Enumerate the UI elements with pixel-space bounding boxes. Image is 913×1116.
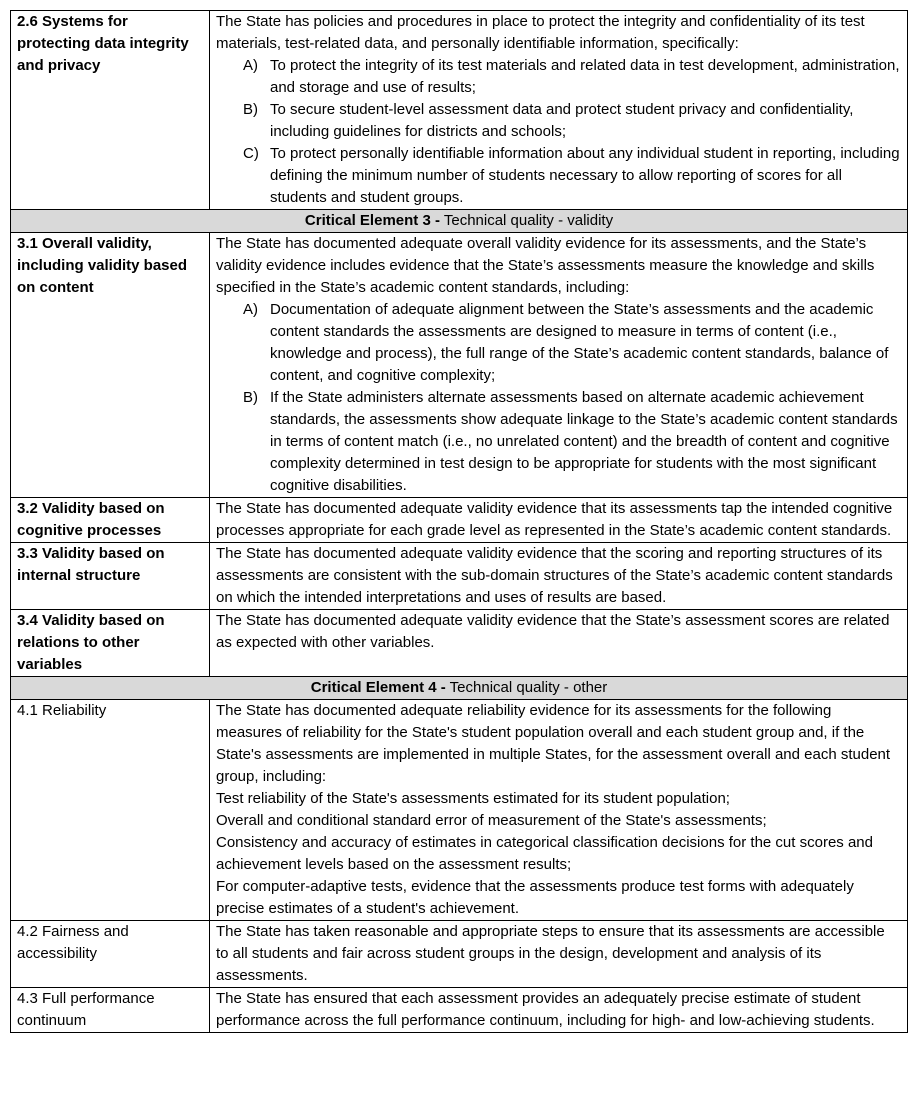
row-description-4-1 [210,700,908,921]
list-item-text: Documentation of adequate alignment between the State’s assessments and the academic content standards the assessments are designed to measure in terms of content (i.e., knowledge and process), the full range of the State’s academic content standards, balance of content, and cognitive complexity; [270,301,889,384]
section-header-row [11,677,908,700]
peer-review-table-page [10,10,908,1033]
list-item-text: If the State administers alternate assessments based on alternate academic achievement standards, the assessments show adequate linkage to the State’s academic content standards in terms of content match (i.e., no unrelated content) and the breadth of content and cognitive complexity determined in test design to be appropriate for students with the most significant cognitive disabilities. [270,389,898,494]
table-row [11,498,908,543]
reliability-measure: Consistency and accuracy of estimates in categorical classification decisions for the cut scores and achievement levels based on the assessment results; [216,834,873,873]
row-label-3-4: 3.4 Validity based on relations to other variables [11,610,210,677]
lettered-list [216,55,901,209]
table-row [11,543,908,610]
row-label-3-3: 3.3 Validity based on internal structure [11,543,210,610]
reliability-measure: Overall and conditional standard error of measurement of the State's assessments; [216,812,767,829]
reliability-measure: Test reliability of the State's assessments estimated for its student population; [216,790,730,807]
table-row [11,610,908,677]
row-label-3-1: 3.1 Overall validity, including validity based on content [11,233,210,498]
list-item [216,387,901,497]
list-marker: B) [243,389,258,406]
list-item-text: To protect personally identifiable information about any individual student in reporting, including defining the minimum number of students necessary to allow reporting of scores for all students and student groups. [270,145,900,206]
critical-elements-table [10,10,908,1033]
table-row [11,700,908,921]
critical-element-4-header [11,677,908,700]
row-description-4-2: The State has taken reasonable and appropriate steps to ensure that its assessments are accessible to all students and fair across student groups in the design, development and analysis of its assessments. [210,921,908,988]
row-label-4-1: 4.1 Reliability [11,700,210,921]
row-label-4-2: 4.2 Fairness and accessibility [11,921,210,988]
row-description-3-2: The State has documented adequate validity evidence that its assessments tap the intended cognitive processes appropriate for each grade level as represented in the State’s academic content standards. [210,498,908,543]
reliability-measure: For computer-adaptive tests, evidence that the assessments produce test forms with adequately precise estimates of a student's achievement. [216,878,854,917]
section-header-text: Technical quality - validity [439,212,614,229]
row-label-4-3: 4.3 Full performance continuum [11,988,210,1033]
list-item [216,99,901,143]
description-intro: The State has documented adequate overall validity evidence for its assessments, and the State’s validity evidence includes evidence that the State’s assessments measure the knowledge and skills specified in the State’s academic content standards, including: [216,235,875,296]
list-item [216,55,901,99]
list-item [216,299,901,387]
list-marker: C) [243,145,259,162]
table-row [11,233,908,498]
table-row [11,921,908,988]
row-description-3-3: The State has documented adequate validity evidence that the scoring and reporting structures of its assessments are consistent with the sub-domain structures of the State’s academic content standards on which the intended interpretations and uses of results are based. [210,543,908,610]
list-marker: B) [243,101,258,118]
section-header-bold: Critical Element 3 - [304,212,440,229]
row-description-4-3: The State has ensured that each assessment provides an adequately precise estimate of student performance across the full performance continuum, including for high- and low-achieving students. [210,988,908,1033]
description-intro: The State has documented adequate reliability evidence for its assessments for the following measures of reliability for the State's student population overall and each student group and, if the State's assessments are implemented in multiple States, for the assessment overall and each student group, including: [216,702,891,785]
section-header-row [11,210,908,233]
row-description-3-4: The State has documented adequate validity evidence that the State’s assessment scores are related as expected with other variables. [210,610,908,677]
row-description-2-6 [210,11,908,210]
critical-element-3-header [11,210,908,233]
table-row [11,988,908,1033]
section-header-text: Technical quality - other [445,679,608,696]
list-marker: A) [243,57,258,74]
section-header-bold: Critical Element 4 - [310,679,446,696]
row-label-3-2: 3.2 Validity based on cognitive processes [11,498,210,543]
list-item-text: To protect the integrity of its test materials and related data in test development, administration, and storage and use of results; [270,57,900,96]
list-item [216,143,901,209]
table-row [11,11,908,210]
row-label-2-6: 2.6 Systems for protecting data integrity and privacy [11,11,210,210]
list-marker: A) [243,301,258,318]
list-item-text: To secure student-level assessment data and protect student privacy and confidentiality, including guidelines for districts and schools; [270,101,854,140]
lettered-list [216,299,901,497]
row-description-3-1 [210,233,908,498]
description-intro: The State has policies and procedures in place to protect the integrity and confidentiality of its test materials, test-related data, and personally identifiable information, specifically: [216,13,865,52]
